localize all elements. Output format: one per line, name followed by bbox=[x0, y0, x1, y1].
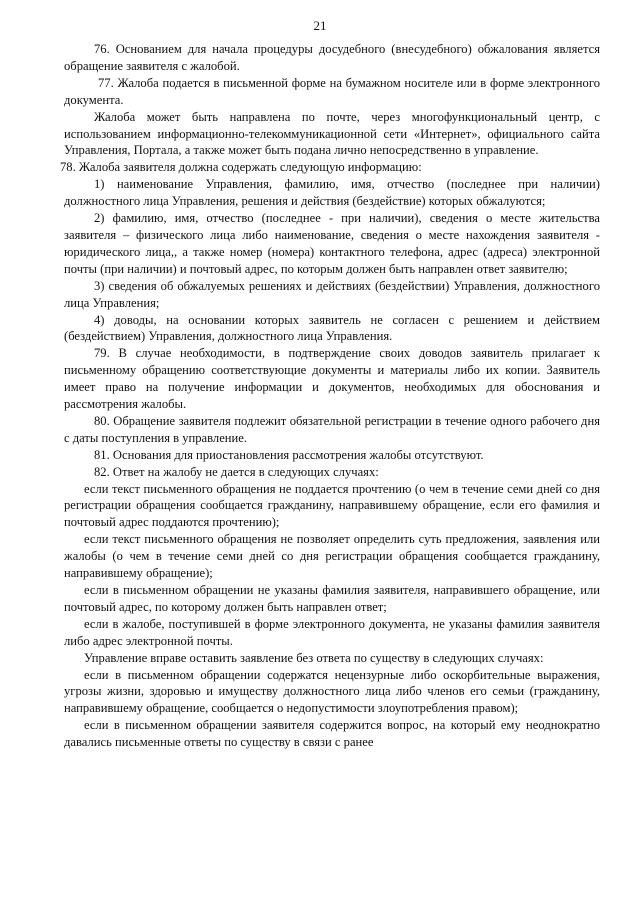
paragraph-78-item-2: 2) фамилию, имя, отчество (последнее - при наличии), сведения о месте жительства заявителя – физического лица либо наименование, сведения о месте нахождения заявителя - юридического лица,, а также номер (номера) контактного телефона, адрес (адреса) электронной почты (при наличии) и почтовый адрес, по которым должен быть направлен ответ заявителю; bbox=[64, 211, 600, 276]
case-unclear: если текст письменного обращения не позволяет определить суть предложения, заявления или жалобы (о чем в течение семи дней со дня регистрации обращения сообщается гражданину, направившему обращение); bbox=[64, 532, 600, 581]
paragraph-79: 79. В случае необходимости, в подтверждение своих доводов заявитель прилагает к письменному обращению соответствующие документы и материалы либо их копии. Заявитель имеет право на получение информации и документов, необходимых для обоснования и рассмотрения жалобы. bbox=[64, 346, 600, 412]
case-repeated: если в письменном обращении заявителя содержится вопрос, на который ему неоднократно давались письменные ответы по существу в связи с ранее bbox=[64, 718, 600, 750]
page-number: 21 bbox=[313, 18, 327, 33]
paragraph-78-item-1: 1) наименование Управления, фамилию, имя, отчество (последнее при наличии) должностного лица Управления, решения и действия (бездействие) которых обжалуются; bbox=[64, 177, 600, 209]
paragraph-78-item-4: 4) доводы, на основании которых заявитель не согласен с решением и действием (бездействием) Управления, должностного лица Управления. bbox=[64, 312, 600, 344]
paragraph-77-mail: Жалоба может быть направлена по почте, через многофункциональный центр, с использованием информационно-телекоммуникационной сети «Интернет», официального сайта Управления, Портала, а также может быть подана лично непосредственно в управление. bbox=[64, 109, 600, 158]
case-no-name: если в письменном обращении не указаны фамилия заявителя, направившего обращение, или почтовый адрес, по которому должен быть направлен ответ; bbox=[64, 583, 600, 614]
case-offensive: если в письменном обращении содержатся нецензурные либо оскорбительные выражения, угрозы жизни, здоровью и имуществу должностного лица либо членов его семьи (гражданину, направившему обращение, сообщается о недопустимости злоупотребления правом); bbox=[64, 667, 600, 716]
case-unreadable: если текст письменного обращения не поддается прочтению (о чем в течение семи дней со дня регистрации обращения сообщается гражданину, направившему обращение, если его фамилия и почтовый адрес поддаются прочтению); bbox=[64, 481, 600, 530]
paragraph-81: 81. Основания для приостановления рассмотрения жалобы отсутствуют. bbox=[94, 447, 484, 462]
paragraph-80: 80. Обращение заявителя подлежит обязательной регистрации в течение одного рабочего дня с даты поступления в управление. bbox=[64, 413, 600, 445]
paragraph-78-item-3: 3) сведения об обжалуемых решениях и действиях (бездействии) Управления, должностного лица Управления; bbox=[64, 278, 600, 310]
paragraph-76: 76. Основанием для начала процедуры досудебного (внесудебного) обжалования является обращение заявителя с жалобой. bbox=[64, 42, 600, 73]
paragraph-77: 77. Жалоба подается в письменной форме на бумажном носителе или в форме электронного документа. bbox=[64, 75, 600, 107]
paragraph-78: 78. Жалоба заявителя должна содержать следующую информацию: bbox=[60, 160, 422, 175]
document-body bbox=[0, 41, 640, 751]
paragraph-82: 82. Ответ на жалобу не дается в следующих случаях: bbox=[94, 464, 379, 479]
paragraph-management-right: Управление вправе оставить заявление без ответа по существу в следующих случаях: bbox=[84, 650, 544, 665]
case-electronic: если в жалобе, поступившей в форме электронного документа, не указаны фамилия заявителя либо адрес электронной почты. bbox=[64, 616, 600, 648]
